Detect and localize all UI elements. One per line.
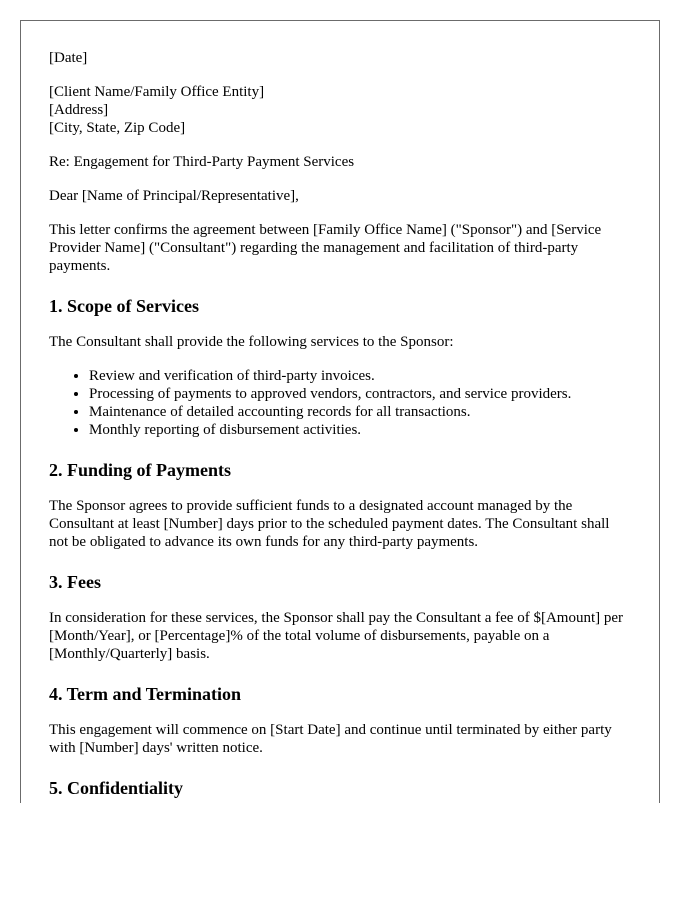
list-item: • Processing of payments to approved vendors, contractors, and service providers. — [89, 385, 631, 403]
section-heading-confidentiality: 5. Confidentiality — [49, 778, 184, 798]
list-item: • Maintenance of detailed accounting records for all transactions. — [89, 403, 631, 421]
letter-intro: This letter confirms the agreement between [Family Office Name] ("Sponsor") and [Service Provider Name] ("Consultant") regarding the management and facilitation of third-party payments. — [49, 222, 602, 274]
letter-subject: Re: Engagement for Third-Party Payment Services — [49, 154, 355, 170]
letter-page — [20, 20, 660, 803]
section-heading-fees: 3. Fees — [49, 572, 101, 592]
recipient-street: [Address] — [49, 102, 109, 118]
list-item: • Review and verification of third-party invoices. — [89, 367, 631, 385]
recipient-city: [City, State, Zip Code] — [49, 120, 186, 136]
section-text-funding: The Sponsor agrees to provide sufficient funds to a designated account managed by the Consultant at least [Number] days prior to the scheduled payment dates. The Consultant shall not be obligated to advance its own funds for any third-party payments. — [49, 498, 610, 550]
section-heading-funding: 2. Funding of Payments — [49, 460, 232, 480]
section-text-scope: The Consultant shall provide the following services to the Sponsor: — [49, 334, 454, 350]
section-text-term: This engagement will commence on [Start Date] and continue until terminated by either party with [Number] days' written notice. — [49, 722, 612, 756]
letter-date: [Date] — [49, 50, 88, 66]
section-heading-term: 4. Term and Termination — [49, 684, 242, 704]
scope-list — [49, 367, 631, 439]
section-text-fees: In consideration for these services, the Sponsor shall pay the Consultant a fee of $[Amount] per [Month/Year], or [Percentage]% of the total volume of disbursements, payable on a [Monthly/Quarterly] basis. — [49, 610, 624, 662]
list-item: • Monthly reporting of disbursement activities. — [89, 421, 631, 439]
letter-salutation: Dear [Name of Principal/Representative], — [49, 188, 299, 204]
recipient-address — [49, 83, 631, 137]
section-heading-scope: 1. Scope of Services — [49, 296, 199, 316]
recipient-name: [Client Name/Family Office Entity] — [49, 84, 265, 100]
